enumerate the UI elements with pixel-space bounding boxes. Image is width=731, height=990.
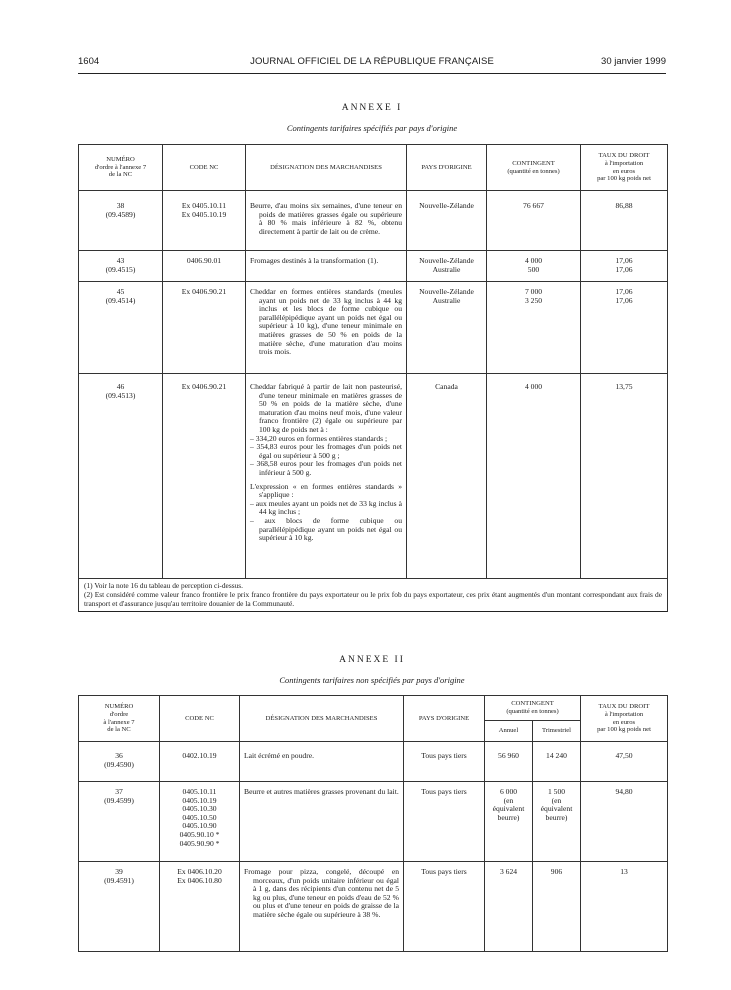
col-designation: DÉSIGNATION DES MARCHANDISES: [240, 696, 404, 742]
annex1-title: ANNEXE I: [341, 103, 403, 113]
table-row: [79, 191, 668, 251]
table-row: [79, 862, 668, 952]
row-code: Ex 0405.10.11 Ex 0405.10.19: [163, 191, 246, 251]
row-numero: 38 (09.4589): [79, 191, 163, 251]
header-rule: [78, 73, 666, 74]
col-contingent: CONTINGENT (quantité en tonnes): [487, 145, 581, 191]
col-pays-origine: PAYS D'ORIGINE: [404, 696, 485, 742]
row-taux: 13,75: [581, 374, 668, 579]
row-designation: Fromages destinés à la transformation (1).: [246, 251, 407, 282]
row-numero: 43 (09.4515): [79, 251, 163, 282]
row-taux: 17,06 17,06: [581, 251, 668, 282]
row-quantite: 4 000: [487, 374, 581, 579]
annex1-table: [78, 144, 668, 612]
row-code: 0405.10.11 0405.10.19 0405.10.30 0405.10.50 0405.10.90 0405.90.10 * 0405.90.90 *: [160, 782, 240, 862]
row-quantite: 4 000 500: [487, 251, 581, 282]
footnote-1: (1) Voir la note 16 du tableau de perception ci-dessus.: [84, 581, 243, 590]
row-designation: Lait écrémé en poudre.: [240, 742, 404, 782]
col-numero: NUMÉRO d'ordre à l'annexe 7 de la NC: [79, 145, 163, 191]
annex1-header-row: [79, 145, 668, 191]
row-code: Ex 0406.90.21: [163, 374, 246, 579]
col-pays-origine: PAYS D'ORIGINE: [407, 145, 487, 191]
annex1-subtitle: Contingents tarifaires spécifiés par pays d'origine: [286, 123, 458, 133]
col-taux: TAUX DU DROIT à l'importation en euros par 100 kg poids net: [581, 145, 668, 191]
col-code-nc: CODE NC: [163, 145, 246, 191]
col-designation: DÉSIGNATION DES MARCHANDISES: [246, 145, 407, 191]
row-trimestriel: 906: [533, 862, 581, 952]
table-row: [79, 374, 668, 579]
row-annuel: 56 960: [485, 742, 533, 782]
row-taux: 94,80: [581, 782, 668, 862]
row-numero: 36 (09.4590): [79, 742, 160, 782]
row-code: 0406.90.01: [163, 251, 246, 282]
col-taux: TAUX DU DROIT à l'importation en euros par 100 kg poids net: [581, 696, 668, 742]
page-number: 1604: [78, 56, 100, 67]
table-row: [79, 282, 668, 374]
col-contingent: CONTINGENT (quantité en tonnes): [485, 696, 581, 721]
footnote-2: (2) Est considéré comme valeur franco frontière le prix franco frontière du pays exportateur ou le prix fob du pays exportateur, ces prix étant augmentés d'un montant correspondant aux frais de transport et d'assurance jusqu'au territoire douanier de la Communauté.: [84, 589, 662, 608]
table-row: [79, 251, 668, 282]
col-annuel: Annuel: [485, 721, 533, 742]
row-taux: 47,50: [581, 742, 668, 782]
col-code-nc: CODE NC: [160, 696, 240, 742]
row-numero: 39 (09.4591): [79, 862, 160, 952]
row-pays: Nouvelle-Zélande Australie: [407, 282, 487, 374]
row-code: Ex 0406.10.20 Ex 0406.10.80: [160, 862, 240, 952]
row-designation: Cheddar en formes entières standards (meules ayant un poids net de 33 kg inclus à 44 kg inclus et les blocs de forme cubique ou parallélépipédique ayant un poids net égal ou supérieur à 10 kg), d'une teneur minimale en matières grasses de 50 % en poids de la matière sèche, d'une maturation d'au moins trois mois.: [246, 282, 407, 374]
annex1-footnotes: [79, 579, 668, 612]
annex2-header-row: [79, 696, 668, 721]
row-quantite: 76 667: [487, 191, 581, 251]
row-numero: 37 (09.4599): [79, 782, 160, 862]
row-pays: Nouvelle-Zélande Australie: [407, 251, 487, 282]
row-pays: Nouvelle-Zélande: [407, 191, 487, 251]
row-trimestriel: 1 500 (en équivalent beurre): [533, 782, 581, 862]
col-numero: NUMÉRO d'ordre à l'annexe 7 de la NC: [79, 696, 160, 742]
table-row: [79, 782, 668, 862]
row-trimestriel: 14 240: [533, 742, 581, 782]
row-code: 0402.10.19: [160, 742, 240, 782]
row-numero: 46 (09.4513): [79, 374, 163, 579]
journal-title: JOURNAL OFFICIEL DE LA RÉPUBLIQUE FRANÇAISE: [250, 56, 494, 67]
row-pays: Tous pays tiers: [404, 742, 485, 782]
row-designation: Beurre, d'au moins six semaines, d'une teneur en poids de matières grasses égale ou supérieure à 80 % mais inférieure à 82 %, obtenu directement à partir de lait ou de crème.: [246, 191, 407, 251]
row-annuel: 6 000 (en équivalent beurre): [485, 782, 533, 862]
annex2-subtitle: Contingents tarifaires non spécifiés par pays d'origine: [279, 675, 465, 685]
row-taux: 13: [581, 862, 668, 952]
row-pays: Tous pays tiers: [404, 782, 485, 862]
annex2-table: [78, 695, 668, 952]
row-code: Ex 0406.90.21: [163, 282, 246, 374]
table-row: [79, 742, 668, 782]
row-numero: 45 (09.4514): [79, 282, 163, 374]
publication-date: 30 janvier 1999: [601, 56, 666, 67]
row-pays: Tous pays tiers: [404, 862, 485, 952]
row-annuel: 3 624: [485, 862, 533, 952]
row-pays: Canada: [407, 374, 487, 579]
row-designation: Fromage pour pizza, congelé, découpé en morceaux, d'un poids unitaire inférieur ou égal à 1 g, dans des récipients d'un contenu net de 5 kg ou plus, d'une teneur en poids d'eau de 52 % ou plus et d'une teneur en poids de graisse de la matière sèche égale ou supérieure à 38 %.: [240, 862, 404, 952]
row-taux: 17,06 17,06: [581, 282, 668, 374]
row-designation: Beurre et autres matières grasses provenant du lait.: [240, 782, 404, 862]
annex2-title: ANNEXE II: [339, 655, 405, 665]
col-trimestriel: Trimestriel: [533, 721, 581, 742]
page-header: [78, 56, 666, 70]
row-taux: 86,88: [581, 191, 668, 251]
row-designation: Cheddar fabriqué à partir de lait non pasteurisé, d'une teneur minimale en matières grasses de 50 % en poids de la matière sèche, d'une maturation d'au moins neuf mois, d'une valeur franco frontière (2) égale ou supérieure par 100 kg de poids net à : – 334,20 euros en formes entières standards ; – 354,83 euros pour les fromages d'un poids net égal ou supérieur à 500 g ; – 368,58 euros pour les fromages d'un poids net inférieur à 500 g. L'expression « en formes entières standards » s'applique : – aux meules ayant un poids net de 33 kg inclus à 44 kg inclus ; – aux blocs de forme cubique ou parallélépipédique ayant un poids net égal ou supérieur à 10 kg.: [246, 374, 407, 579]
row-quantite: 7 000 3 250: [487, 282, 581, 374]
